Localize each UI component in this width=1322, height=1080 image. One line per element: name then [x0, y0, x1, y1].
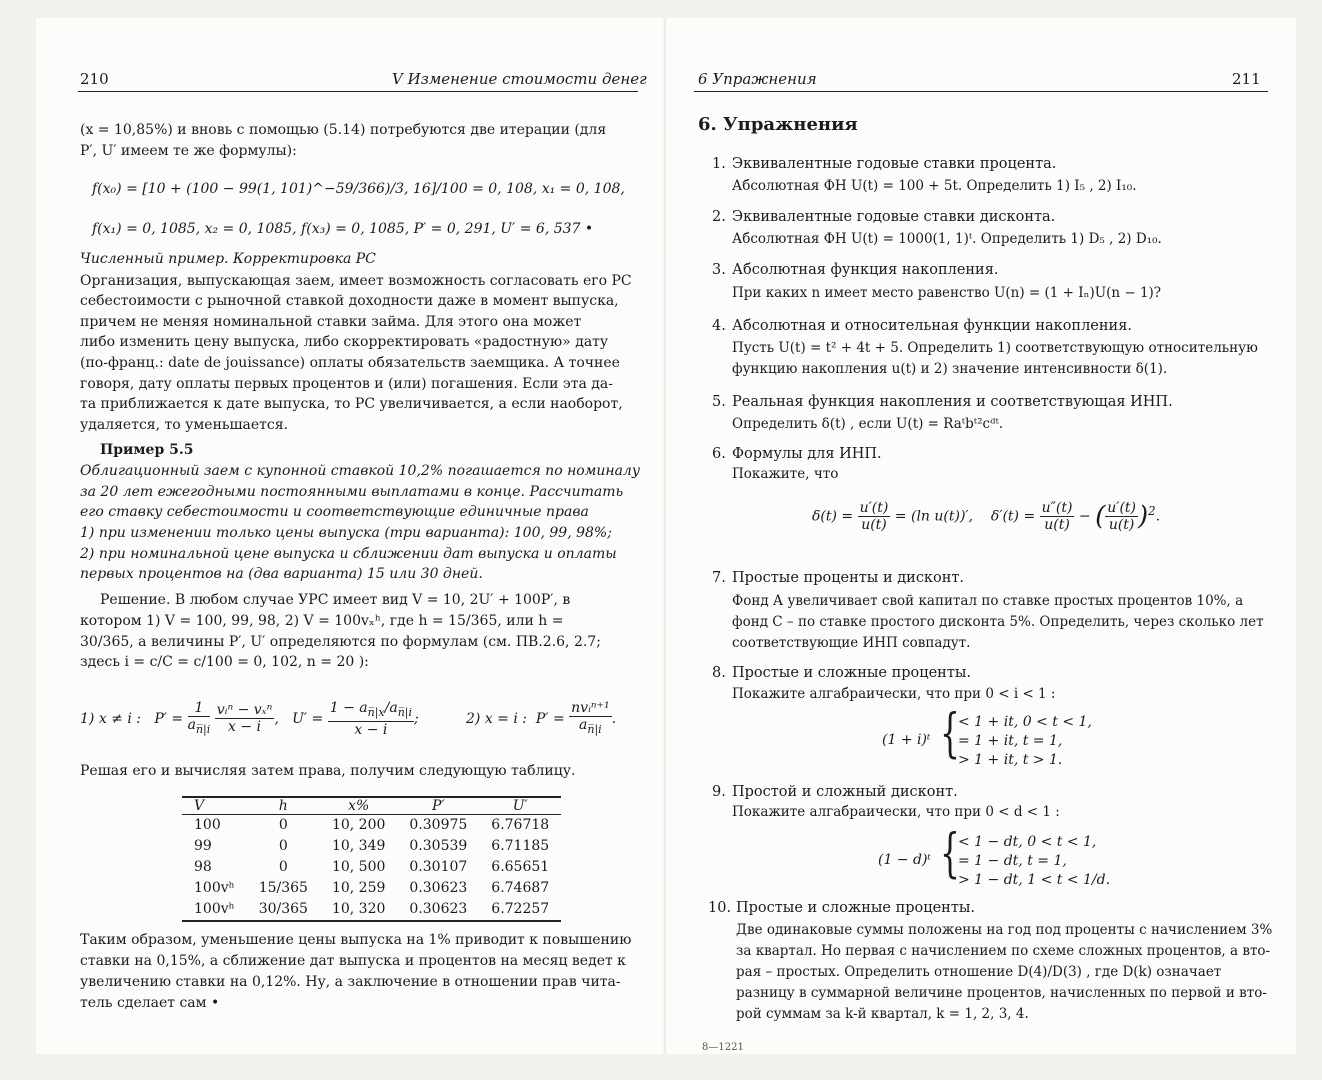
- fraction: $\frac{1}{a_{n̅|i}}$: [187, 700, 211, 736]
- text-line: за 20 лет ежегодными постоянными выплатами в конце. Рассчитать: [80, 484, 624, 500]
- exercise-text: Две одинаковые суммы положены на год под проценты с начислением 3%: [736, 922, 1273, 938]
- table-cell: 10, 200: [331, 817, 386, 833]
- case-line: = 1 + it, t = 1,: [958, 733, 1063, 749]
- text-line: Таким образом, уменьшение цены выпуска на 1% приводит к повышению: [80, 932, 632, 948]
- table-header: U′: [479, 797, 561, 815]
- text-line: удаляется, то уменьшается.: [80, 417, 289, 433]
- table-cell: 10, 259: [331, 880, 386, 896]
- table-cell: 30/365: [247, 899, 320, 921]
- table-header: h: [247, 797, 320, 815]
- left-example-title: Пример 5.5: [100, 442, 194, 458]
- case-line: = 1 − dt, t = 1,: [958, 853, 1067, 869]
- case-line: < 1 + it, 0 < t < 1,: [958, 714, 1092, 730]
- left-formula-case2: 2) x = i : P′ = $\frac{\text{nvᵢⁿ⁺¹}}{a_{n̅|i}}$ .: [466, 700, 617, 736]
- exercise-text: Определить δ(t) , если U(t) = Raᵗbᵗ²cᵈᵗ.: [732, 416, 1004, 432]
- exercise-8-lhs: (1 + i)ᵗ: [882, 732, 931, 748]
- left-running-header: V Изменение стоимости денег: [392, 70, 647, 88]
- exercise-number: 6.: [712, 446, 726, 462]
- exercise-text: Покажите алгабраически, что при 0 < d < 1 :: [732, 804, 1060, 820]
- text-line: себестоимости с рыночной ставкой доходности даже в момент выпуска,: [80, 293, 619, 309]
- fraction: $\frac{\text{vᵢⁿ − vₓⁿ}}{x - i}$: [216, 702, 273, 736]
- table-cell: 6.76718: [491, 817, 550, 833]
- exercise-number: 1.: [712, 156, 726, 172]
- table-cell: 10, 500: [331, 859, 386, 875]
- table-cell: 6.65651: [491, 859, 550, 875]
- left-example-heading: Численный пример. Корректировка PC: [80, 251, 376, 267]
- text-line: 2) при номинальной цене выпуска и сближении дат выпуска и оплаты: [80, 546, 617, 562]
- exercise-text: рой суммам за k-й квартал, k = 1, 2, 3, 4.: [736, 1006, 1029, 1022]
- exercise-text: функцию накопления u(t) и 2) значение интенсивности δ(1).: [732, 361, 1168, 377]
- exercise-title: Абсолютная и относительная функции накопления.: [732, 318, 1132, 334]
- table-header-row: [182, 797, 561, 815]
- table-cell: 99: [194, 838, 212, 854]
- table-header: V: [182, 797, 247, 815]
- section-title: 6. Упражнения: [698, 114, 858, 135]
- table-cell: 6.74687: [491, 880, 550, 896]
- exercise-title: Простой и сложный дисконт.: [732, 784, 958, 800]
- exercise-title: Абсолютная функция накопления.: [732, 262, 999, 278]
- exercise-9-lhs: (1 − d)ᵗ: [878, 852, 931, 868]
- exercise-text: разницу в суммарной величине процентов, начисленных по первой и вто-: [736, 985, 1267, 1001]
- right-page: [666, 18, 1296, 1054]
- exercise-text: за квартал. Но первая с начислением по схеме сложных процентов, а вто-: [736, 943, 1271, 959]
- left-brace: {: [940, 824, 960, 884]
- table-cell: 0.30975: [409, 817, 468, 833]
- table-cell: 0.30107: [409, 859, 468, 875]
- text-line: первых процентов на (два варианта) 15 или 30 дней.: [80, 566, 483, 582]
- case-line: > 1 − dt, 1 < t < 1/d.: [958, 872, 1111, 888]
- exercise-number: 5.: [712, 394, 726, 410]
- text-line: увеличению ставки на 0,12%. Ну, а заключение в отношении прав чита-: [80, 974, 621, 990]
- text-line: 30/365, а величины P′, U′ определяются по формулам (см. ПВ.2.6, 2.7;: [80, 634, 601, 650]
- exercise-text: рая – простых. Определить отношение D(4)/D(3) , где D(k) означает: [736, 964, 1222, 980]
- table-header: x%: [320, 797, 397, 815]
- table-cell: 0.30623: [397, 899, 479, 921]
- table-cell: 100: [194, 817, 221, 833]
- text-line: тель сделает сам •: [80, 995, 220, 1011]
- table-row: [182, 815, 561, 837]
- exercise-text: соответствующие ИНП совпадут.: [732, 635, 971, 651]
- case1-label: 1) x ≠ i :: [80, 710, 141, 727]
- left-intro-line2: P′, U′ имеем те же формулы):: [80, 143, 297, 159]
- exercise-title: Эквивалентные годовые ставки процента.: [732, 156, 1057, 172]
- right-page-number: 211: [1232, 70, 1261, 88]
- exercise-number: 2.: [712, 209, 726, 225]
- exercise-title: Простые и сложные проценты.: [732, 665, 972, 681]
- left-header-rule: [78, 91, 638, 92]
- exercise-text: Пусть U(t) = t² + 4t + 5. Определить 1) соответствующую относительную: [732, 340, 1258, 356]
- text-line: его ставку себестоимости и соответствующие единичные права: [80, 504, 589, 520]
- right-header-rule: [694, 91, 1268, 92]
- left-formula1: f(x₀) = [10 + (100 − 99(1, 101)^−59/366)/3, 16]/100 = 0, 108, x₁ = 0, 108,: [92, 181, 625, 197]
- table-cell: 15/365: [258, 880, 308, 896]
- table-cell: 10, 349: [331, 838, 386, 854]
- exercise-number: 10.: [708, 900, 732, 916]
- table-cell: 98: [194, 859, 212, 875]
- exercise-number: 9.: [712, 784, 726, 800]
- table-row: [182, 836, 561, 857]
- left-formula-case1: 1) x ≠ i : P′ = $\frac{1}{a_{n̅|i}}$ $\frac{\text{vᵢⁿ − vₓⁿ}}{x - i}$ , U′ = $\frac{1 - a_{n̅|x}/a_{n̅|i}}{x - i}$ ;: [80, 700, 419, 738]
- table-row: [182, 857, 561, 878]
- exercise-text: Абсолютная ФН U(t) = 1000(1, 1)ᵗ. Определить 1) D₅ , 2) D₁₀.: [732, 231, 1162, 247]
- results-table: [182, 796, 561, 922]
- text-line: либо изменить цену выпуска, либо скорректировать «радостную» дату: [80, 334, 609, 350]
- exercise-number: 8.: [712, 665, 726, 681]
- left-intro-line1: (x = 10,85%) и вновь с помощью (5.14) потребуются две итерации (для: [80, 122, 607, 138]
- case2-label: 2) x = i :: [466, 710, 527, 727]
- exercise-title: Простые и сложные проценты.: [736, 900, 976, 916]
- table-cell: 100vʰ: [194, 880, 235, 896]
- table-cell: 0: [278, 838, 288, 854]
- text-line: Организация, выпускающая заем, имеет возможность согласовать его PC: [80, 273, 632, 289]
- text-line: (по-франц.: date de jouissance) оплаты обязательств заемщика. А точнее: [80, 355, 620, 371]
- left-formula2: f(x₁) = 0, 1085, x₂ = 0, 1085, f(x₃) = 0, 1085, P′ = 0, 291, U′ = 6, 537 •: [92, 221, 594, 237]
- table-cell: 10, 320: [320, 899, 397, 921]
- exercise-title: Формулы для ИНП.: [732, 446, 882, 462]
- table-header: P′: [397, 797, 479, 815]
- table-cell: 0: [278, 817, 288, 833]
- table-cell: 0.30539: [409, 838, 468, 854]
- left-page-number: 210: [80, 70, 109, 88]
- text-line: Решение. В любом случае УРС имеет вид V = 10, 2U′ + 100P′, в: [100, 592, 571, 608]
- text-line: говоря, дату оплаты первых процентов и (или) погашения. Если эта да-: [80, 376, 613, 392]
- exercise-title: Реальная функция накопления и соответствующая ИНП.: [732, 394, 1173, 410]
- signature-mark: 8—1221: [702, 1042, 744, 1053]
- table-cell: 0.30623: [409, 880, 468, 896]
- table-row: [182, 899, 561, 921]
- text-line: здесь i = c/C = c/100 = 0, 102, n = 20 ):: [80, 654, 369, 670]
- exercise-number: 3.: [712, 262, 726, 278]
- exercise-text: Покажите, что: [732, 466, 839, 482]
- left-table-intro: Решая его и вычисляя затем права, получим следующую таблицу.: [80, 763, 576, 779]
- table-cell: 0: [278, 859, 288, 875]
- table-cell: 6.71185: [491, 838, 550, 854]
- case-line: < 1 − dt, 0 < t < 1,: [958, 834, 1097, 850]
- left-brace: {: [940, 704, 960, 764]
- case-line: > 1 + it, t > 1.: [958, 752, 1063, 768]
- exercise-number: 4.: [712, 318, 726, 334]
- exercise-text: Покажите алгабраически, что при 0 < i < 1 :: [732, 686, 1056, 702]
- left-page: [36, 18, 666, 1054]
- fraction: $\frac{u'(t)}{u(t)}$: [1107, 500, 1136, 533]
- text-line: Облигационный заем с купонной ставкой 10,2% погашается по номиналу: [80, 463, 640, 479]
- text-line: причем не меняя номинальной ставки займа. Для этого она может: [80, 314, 582, 330]
- table-cell: 100vʰ: [182, 899, 247, 921]
- fraction: $\frac{\text{nvᵢⁿ⁺¹}}{a_{n̅|i}}$: [571, 700, 610, 736]
- text-line: котором 1) V = 100, 99, 98, 2) V = 100vₓʰ, где h = 15/365, или h =: [80, 613, 564, 629]
- exercise-6-formula: δ(t) = $\frac{u'(t)}{u(t)}$ = (ln u(t))′, δ′(t) = $\frac{u''(t)}{u(t)}$ − ( $\frac{u'(t)}{u(t)}$ )$^2$.: [812, 500, 1161, 533]
- exercise-title: Эквивалентные годовые ставки дисконта.: [732, 209, 1056, 225]
- fraction: $\frac{1 - a_{n̅|x}/a_{n̅|i}}{x - i}$: [329, 700, 413, 738]
- exercise-text: Фонд А увеличивает свой капитал по ставке простых процентов 10%, а: [732, 593, 1244, 609]
- fraction: $\frac{u'(t)}{u(t)}$: [859, 500, 889, 533]
- exercise-text: При каких n имеет место равенство U(n) = (1 + Iₙ)U(n − 1)?: [732, 285, 1162, 301]
- table-row: [182, 878, 561, 899]
- exercise-number: 7.: [712, 570, 726, 586]
- right-running-header: 6 Упражнения: [698, 70, 817, 88]
- text-line: та приближается к дате выпуска, то PC увеличивается, а если наоборот,: [80, 396, 623, 412]
- exercise-text: Абсолютная ФН U(t) = 100 + 5t. Определить 1) I₅ , 2) I₁₀.: [732, 178, 1137, 194]
- table-cell: 6.72257: [479, 899, 561, 921]
- fraction: $\frac{u''(t)}{u(t)}$: [1041, 500, 1073, 533]
- text-line: 1) при изменении только цены выпуска (три варианта): 100, 99, 98%;: [80, 525, 612, 541]
- text-line: ставки на 0,15%, а сближение дат выпуска и процентов на месяц ведет к: [80, 953, 626, 969]
- exercise-text: фонд С – по ставке простого дисконта 5%. Определить, через сколько лет: [732, 614, 1264, 630]
- exercise-title: Простые проценты и дисконт.: [732, 570, 965, 586]
